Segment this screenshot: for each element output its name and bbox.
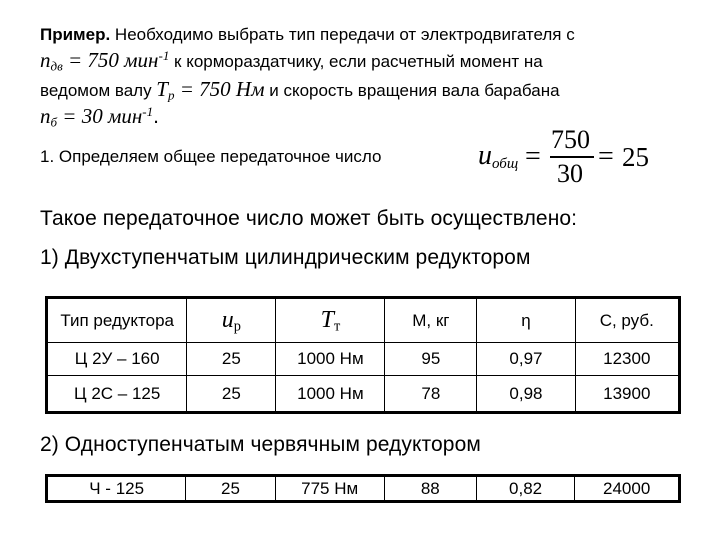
cell-torque: 775 Нм bbox=[275, 476, 384, 502]
fraction-bar bbox=[550, 156, 594, 158]
fraction-numerator: 750 bbox=[551, 125, 590, 154]
cell-efficiency: 0,98 bbox=[477, 376, 575, 413]
cell-type: Ц 2У – 160 bbox=[47, 343, 187, 376]
table-row bbox=[47, 376, 680, 413]
n-dv-formula: $n_{дв} = 750$ мин$^{-1}$ bbox=[40, 47, 170, 74]
u-symbol: $u_{общ}$ bbox=[478, 140, 519, 172]
cell-type: Ч - 125 bbox=[47, 476, 186, 502]
step1-label: 1. Определяем общее передаточное число bbox=[40, 147, 382, 166]
intro-line-2 bbox=[40, 47, 543, 74]
intro-bold-label: Пример. bbox=[40, 25, 111, 44]
table-header-row bbox=[47, 298, 680, 343]
cell-type: Ц 2С – 125 bbox=[47, 376, 187, 413]
intro-line3-text: ведомом валу bbox=[40, 81, 157, 100]
cell-mass: 88 bbox=[384, 476, 476, 502]
intro-line-3 bbox=[40, 77, 560, 103]
intro-line3-rest: и скорость вращения вала барабана bbox=[264, 81, 560, 100]
cell-cost: 24000 bbox=[575, 476, 680, 502]
table-row bbox=[47, 343, 680, 376]
fraction-denominator: 30 bbox=[557, 159, 583, 188]
header-torque: $T_т$ bbox=[276, 298, 385, 343]
table-two-stage-reducers bbox=[45, 296, 681, 414]
tp-formula: $T_р = 750$ Нм bbox=[156, 77, 265, 103]
option-1-heading: 1) Двухступенчатым цилиндрическим редуктором bbox=[40, 246, 531, 269]
result-value: 25 bbox=[622, 142, 649, 172]
header-type: Тип редуктора bbox=[47, 298, 187, 343]
table-row bbox=[47, 476, 680, 502]
cell-torque: 1000 Нм bbox=[276, 343, 385, 376]
cell-u: 25 bbox=[187, 376, 276, 413]
intro-line2-rest: к кормораздатчику, если расчетный момент на bbox=[169, 52, 543, 71]
intro-line1-text: Необходимо выбрать тип передачи от электродвигателя с bbox=[110, 25, 575, 44]
cell-efficiency: 0,97 bbox=[477, 343, 575, 376]
cell-u: 25 bbox=[187, 343, 276, 376]
eq-sign-1: = bbox=[525, 141, 541, 172]
eq-sign-2: = bbox=[598, 141, 614, 172]
intro-line-4: $n_б = 30$ мин$^{-1}$. bbox=[40, 103, 159, 130]
header-u: $u_р$ bbox=[187, 298, 276, 343]
header-cost: С, руб. bbox=[575, 298, 679, 343]
table-worm-reducer bbox=[45, 474, 681, 503]
text-possible: Такое передаточное число может быть осуществлено: bbox=[40, 207, 578, 230]
option-2-heading: 2) Одноступенчатым червячным редуктором bbox=[40, 433, 481, 456]
cell-efficiency: 0,82 bbox=[476, 476, 574, 502]
cell-mass: 95 bbox=[385, 343, 477, 376]
cell-u: 25 bbox=[186, 476, 275, 502]
intro-line-1 bbox=[40, 26, 575, 43]
header-mass: М, кг bbox=[385, 298, 477, 343]
cell-mass: 78 bbox=[385, 376, 477, 413]
header-efficiency: η bbox=[477, 298, 575, 343]
nb-formula: $n_б = 30$ мин$^{-1}$ bbox=[40, 103, 154, 130]
cell-cost: 12300 bbox=[575, 343, 679, 376]
cell-torque: 1000 Нм bbox=[276, 376, 385, 413]
cell-cost: 13900 bbox=[575, 376, 679, 413]
